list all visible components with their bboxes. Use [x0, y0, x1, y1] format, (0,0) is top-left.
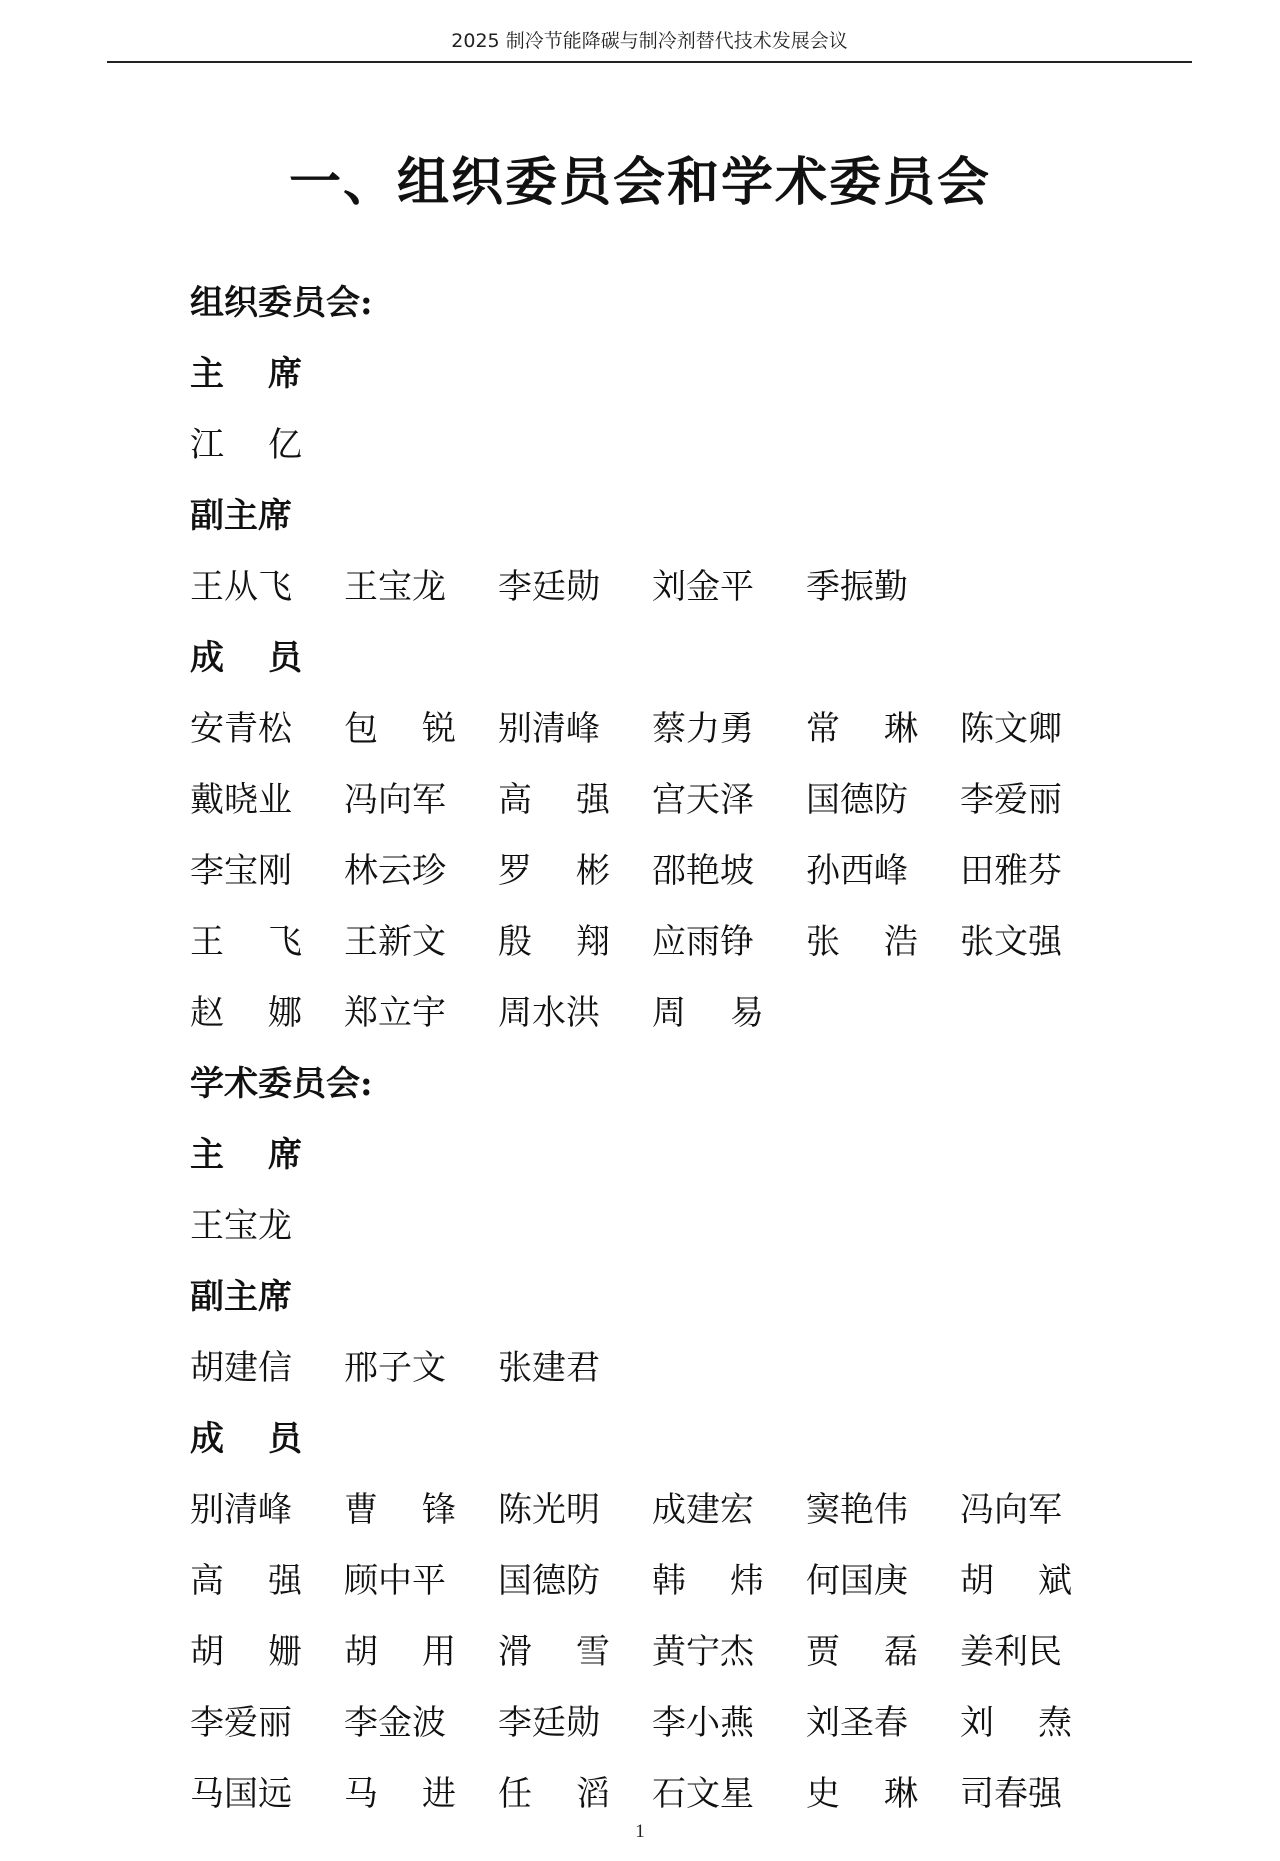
member-name: 石文星: [652, 1774, 754, 1814]
role-label: 成 员: [190, 638, 302, 678]
member-name: 宫天泽: [652, 780, 754, 820]
member-name: 国德防: [498, 1561, 600, 1601]
member-name: 刘圣春: [806, 1703, 908, 1743]
names-row: [190, 907, 1150, 978]
member-name: 罗 彬: [498, 851, 610, 891]
member-name: 何国庚: [806, 1561, 908, 1601]
role-label: 成 员: [190, 1419, 302, 1459]
member-name: 姜利民: [960, 1632, 1062, 1672]
member-name: 李宝刚: [190, 851, 292, 891]
member-name: 周 易: [652, 993, 764, 1033]
role-label: 副主席: [190, 1277, 292, 1317]
member-name: 高 强: [190, 1561, 302, 1601]
member-name: 贾 磊: [806, 1632, 918, 1672]
member-name: 刘金平: [652, 567, 754, 607]
member-name: 窦艳伟: [806, 1490, 908, 1530]
member-name: 蔡力勇: [652, 709, 754, 749]
member-name: 王 飞: [190, 922, 302, 962]
member-name: 马 进: [344, 1774, 456, 1814]
member-name: 邢子文: [344, 1348, 446, 1388]
member-name: 滑 雪: [498, 1632, 610, 1672]
member-name: 国德防: [806, 780, 908, 820]
member-name: 戴晓业: [190, 780, 292, 820]
member-name: 史 琳: [806, 1774, 918, 1814]
role-label: 主 席: [190, 354, 302, 394]
member-name: 别清峰: [498, 709, 600, 749]
member-name: 李爱丽: [190, 1703, 292, 1743]
member-name: 张建君: [498, 1348, 600, 1388]
member-name: 高 强: [498, 780, 610, 820]
member-name: 田雅芬: [960, 851, 1062, 891]
member-name: 别清峰: [190, 1490, 292, 1530]
member-name: 邵艳坡: [652, 851, 754, 891]
names-row: [190, 694, 1150, 765]
member-name: 任 滔: [498, 1774, 610, 1814]
member-name: 成建宏: [652, 1490, 754, 1530]
member-name: 王宝龙: [190, 1206, 292, 1246]
member-name: 黄宁杰: [652, 1632, 754, 1672]
page-title: 一、组织委员会和学术委员会: [288, 152, 991, 213]
role-label: 主 席: [190, 1135, 302, 1175]
member-name: 孙西峰: [806, 851, 908, 891]
member-name: 李廷勋: [498, 567, 600, 607]
member-name: 殷 翔: [498, 922, 610, 962]
member-name: 周水洪: [498, 993, 600, 1033]
member-name: 季振勤: [806, 567, 908, 607]
names-row: [190, 765, 1150, 836]
page-header: 2025 制冷节能降碳与制冷剂替代技术发展会议: [107, 24, 1192, 63]
names-row: [190, 410, 1150, 481]
names-row: [190, 978, 1150, 1049]
committee-list: [190, 268, 1150, 1830]
member-name: 王新文: [344, 922, 446, 962]
member-name: 陈文卿: [960, 709, 1062, 749]
names-row: [190, 1546, 1150, 1617]
names-row: [190, 1191, 1150, 1262]
member-name: 曹 锋: [344, 1490, 456, 1530]
member-name: 马国远: [190, 1774, 292, 1814]
names-row: [190, 552, 1150, 623]
member-name: 李廷勋: [498, 1703, 600, 1743]
names-row: [190, 1333, 1150, 1404]
member-name: 胡 姗: [190, 1632, 302, 1672]
member-name: 赵 娜: [190, 993, 302, 1033]
names-row: [190, 1475, 1150, 1546]
member-name: 应雨铮: [652, 922, 754, 962]
names-row: [190, 1617, 1150, 1688]
member-name: 江 亿: [190, 425, 302, 465]
member-name: 胡建信: [190, 1348, 292, 1388]
member-name: 张文强: [960, 922, 1062, 962]
role-label: 副主席: [190, 496, 292, 536]
section-heading: 组织委员会:: [190, 283, 373, 323]
member-name: 李金波: [344, 1703, 446, 1743]
member-name: 司春强: [960, 1774, 1062, 1814]
member-name: 陈光明: [498, 1490, 600, 1530]
page-number: 1: [635, 1821, 645, 1842]
member-name: 韩 炜: [652, 1561, 764, 1601]
names-row: [190, 836, 1150, 907]
section-heading: 学术委员会:: [190, 1064, 373, 1104]
names-row: [190, 1688, 1150, 1759]
member-name: 李爱丽: [960, 780, 1062, 820]
member-name: 郑立宇: [344, 993, 446, 1033]
member-name: 王从飞: [190, 567, 292, 607]
member-name: 林云珍: [344, 851, 446, 891]
member-name: 包 锐: [344, 709, 456, 749]
member-name: 李小燕: [652, 1703, 754, 1743]
member-name: 安青松: [190, 709, 292, 749]
member-name: 王宝龙: [344, 567, 446, 607]
member-name: 刘 焘: [960, 1703, 1072, 1743]
member-name: 顾中平: [344, 1561, 446, 1601]
member-name: 胡 斌: [960, 1561, 1072, 1601]
member-name: 冯向军: [344, 780, 446, 820]
member-name: 冯向军: [960, 1490, 1062, 1530]
member-name: 胡 用: [344, 1632, 456, 1672]
member-name: 张 浩: [806, 922, 918, 962]
member-name: 常 琳: [806, 709, 918, 749]
